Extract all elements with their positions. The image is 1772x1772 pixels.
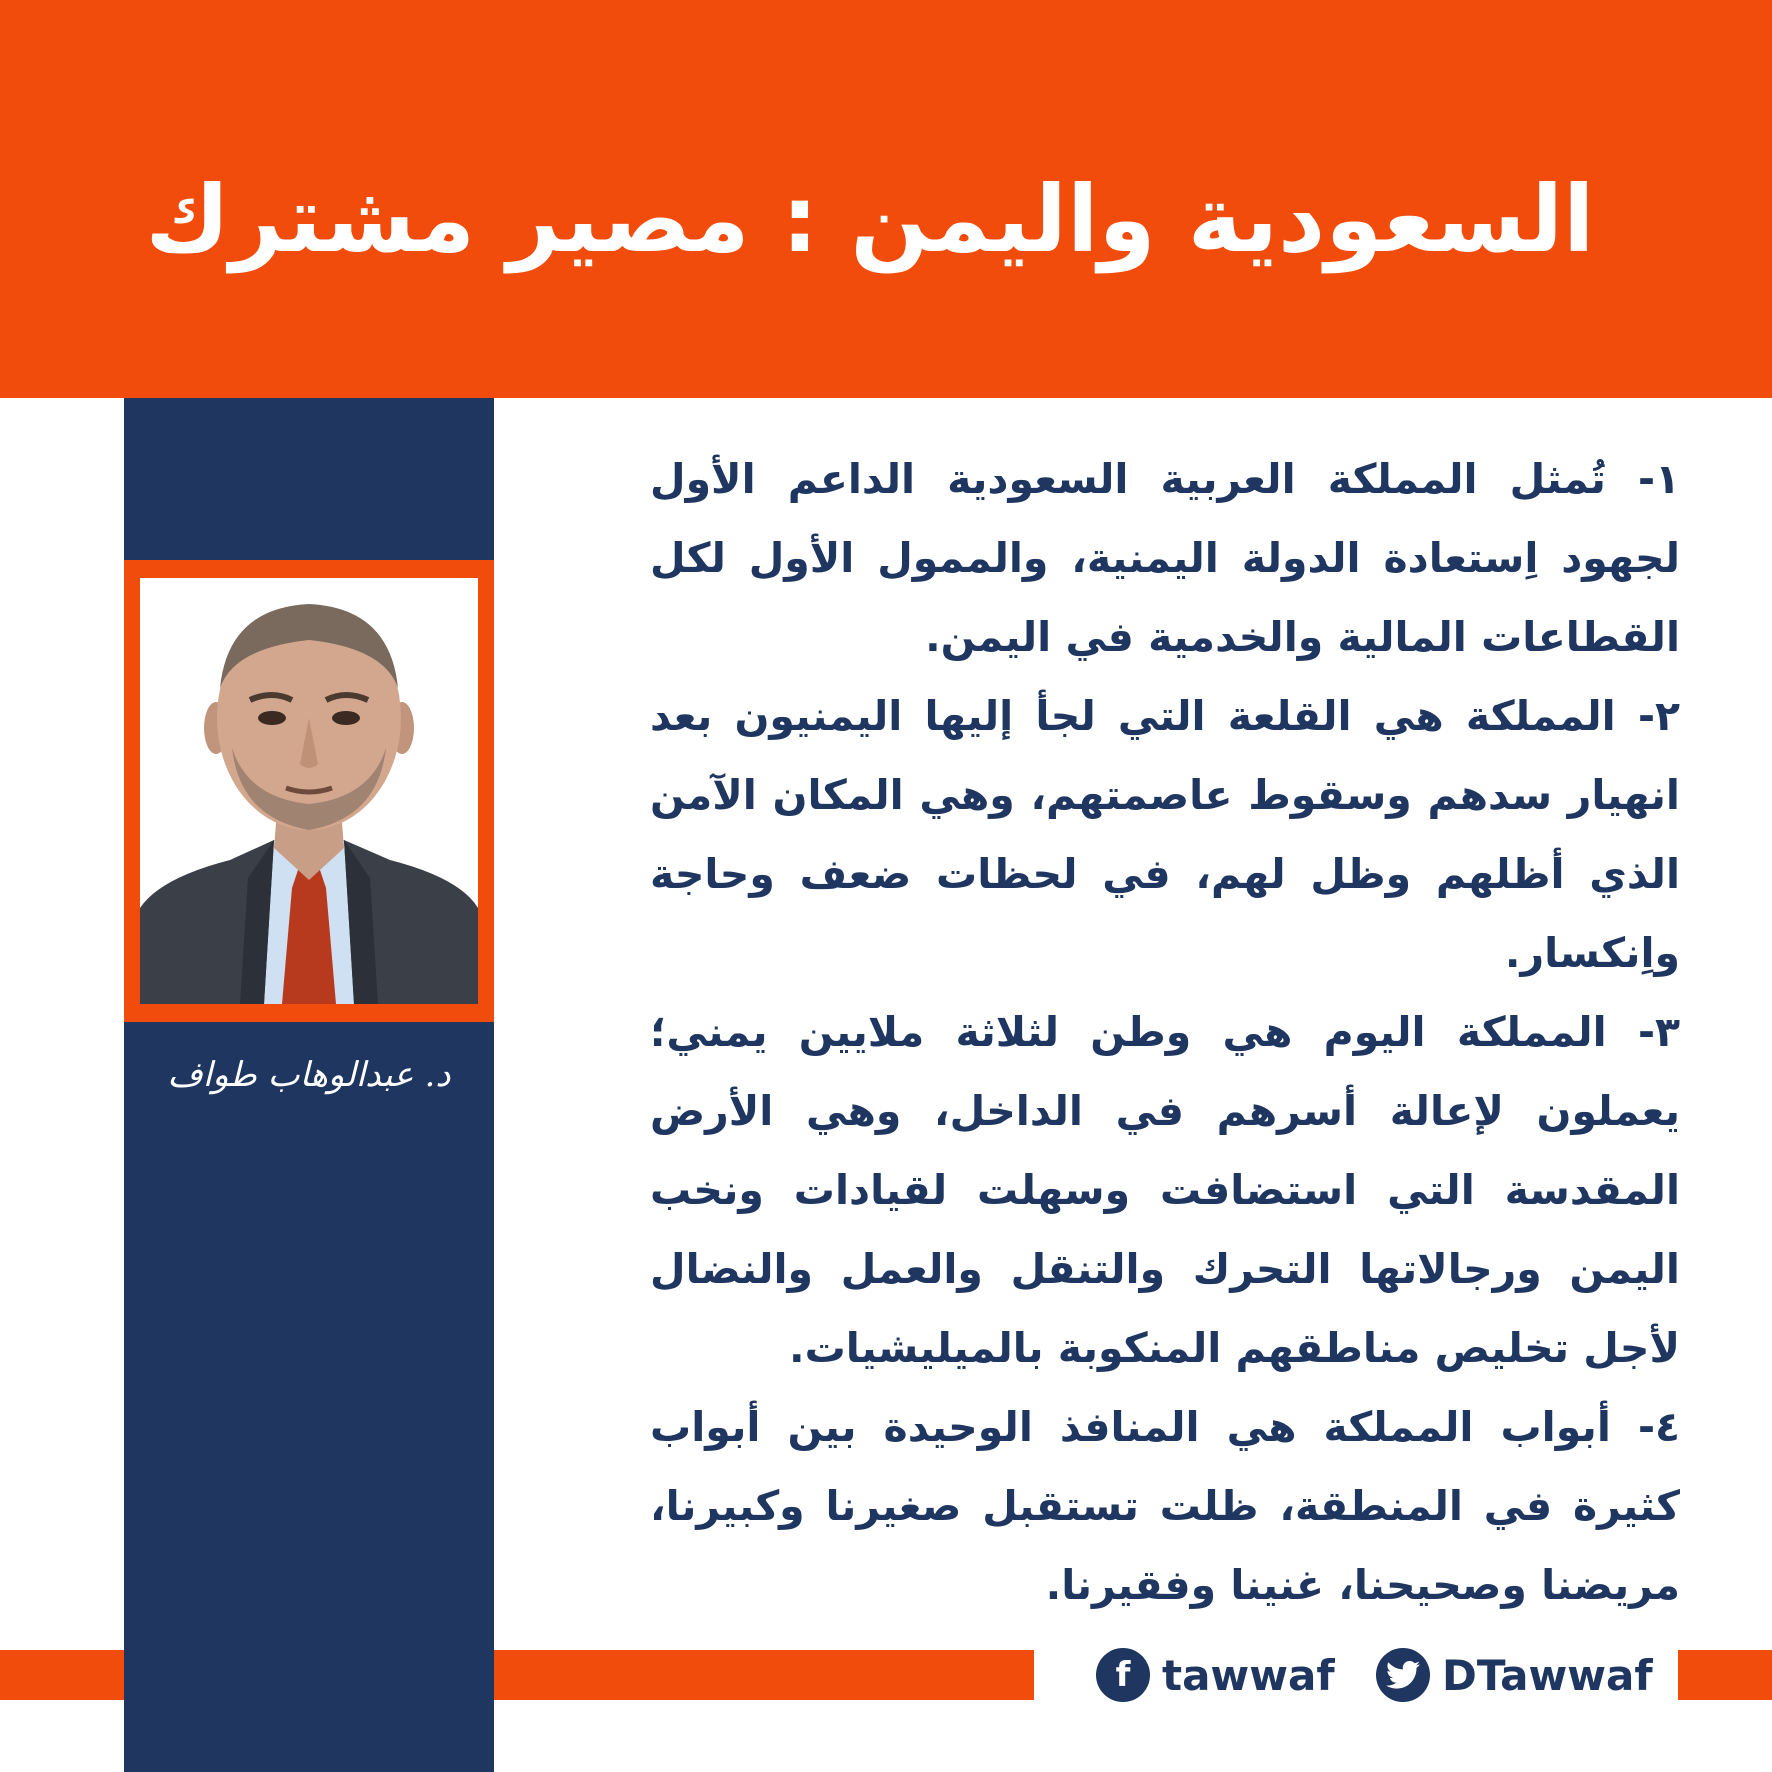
paragraph-4: ٤- أبواب المملكة هي المنافذ الوحيدة بين أبواب كثيرة في المنطقة، ظلت تستقبل صغيرنا وكبيرنا، مريضنا وصحيحنا، غنينا وفقيرنا. <box>650 1403 1680 1609</box>
facebook-link[interactable] <box>1096 1644 1335 1706</box>
footer-stripe-left <box>0 1650 124 1700</box>
facebook-icon: f <box>1096 1648 1150 1702</box>
twitter-link[interactable] <box>1376 1644 1653 1706</box>
paragraph-3: ٣- المملكة اليوم هي وطن لثلاثة ملايين يمني؛ يعملون لإعالة أسرهم في الداخل، وهي الأرض المقدسة التي استضافت وسهلت لقيادات ونخب اليمن ورجالاتها التحرك والتنقل والعمل والنضال لأجل تخليص مناطقهم المنكوبة بالميليشيات. <box>650 1008 1680 1372</box>
facebook-handle: tawwaf <box>1162 1650 1335 1700</box>
paragraph-1: ١- تُمثل المملكة العربية السعودية الداعم الأول لجهود اِستعادة الدولة اليمنية، والممول الأول لكل القطاعات المالية والخدمية في اليمن. <box>650 455 1680 661</box>
page-title: السعودية واليمن : مصير مشترك <box>145 166 1595 273</box>
article-body <box>650 440 1680 1625</box>
paragraph-2: ٢- المملكة هي القلعة التي لجأ إليها اليمنيون بعد انهيار سدهم وسقوط عاصمتهم، وهي المكان الآمن الذي أظلهم وظل لهم، في لحظات ضعف وحاجة واِنكسار. <box>650 692 1680 977</box>
author-photo <box>140 578 478 1004</box>
footer-stripe-right <box>1678 1650 1772 1700</box>
twitter-icon <box>1376 1648 1430 1702</box>
author-name: د. عبدالوهاب طواف <box>167 1055 451 1095</box>
twitter-handle: DTawwaf <box>1442 1650 1653 1700</box>
author-photo-frame <box>124 560 494 1022</box>
header-banner <box>0 0 1772 398</box>
footer-stripe-middle <box>494 1650 1034 1700</box>
